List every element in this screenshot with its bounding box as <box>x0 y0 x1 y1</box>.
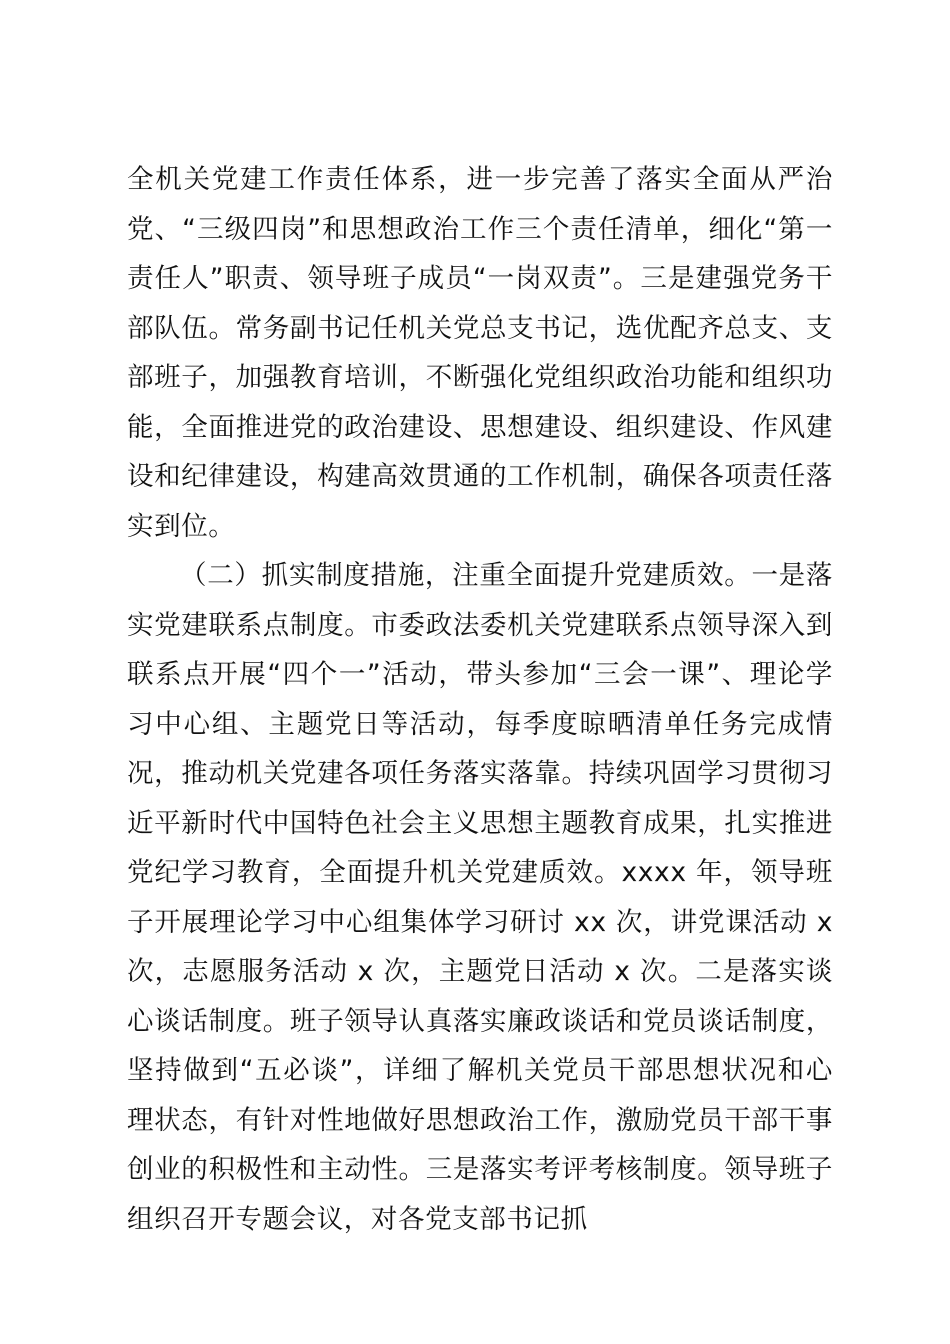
paragraph-responsibility-system: 全机关党建工作责任体系，进一步完善了落实全面从严治党、“三级四岗”和思想政治工作三个责任清单，细化“第一责任人”职责、领导班子成员“一岗双责”。三是建强党务干部队伍。常务副书记任机关党总支书记，选优配齐总支、支部班子，加强教育培训，不断强化党组织政治功能和组织功能，全面推进党的政治建设、思想建设、组织建设、作风建设和纪律建设，构建高效贯通的工作机制，确保各项责任落实到位。 <box>127 164 833 542</box>
paragraph-system-measures: （二）抓实制度措施，注重全面提升党建质效。一是落实党建联系点制度。市委政法委机关党建联系点领导深入到联系点开展“四个一”活动，带头参加“三会一课”、理论学习中心组、主题党日等活动，每季度晾晒清单任务完成情况，推动机关党建各项任务落实落靠。持续巩固学习贯彻习近平新时代中国特色社会主义思想主题教育成果，扎实推进党纪学习教育，全面提升机关党建质效。xxxx 年，领导班子开展理论学习中心组集体学习研讨 xx 次，讲党课活动 x 次，志愿服务活动 x 次，主题党日活动 x 次。二是落实谈心谈话制度。班子领导认真落实廉政谈话和党员谈话制度，坚持做到“五必谈”，详细了解机关党员干部思想状况和心理状态，有针对性地做好思想政治工作，激励党员干部干事创业的积极性和主动性。三是落实考评考核制度。领导班子组织召开专题会议，对各党支部书记抓 <box>127 560 833 1235</box>
document-body <box>127 155 833 1244</box>
